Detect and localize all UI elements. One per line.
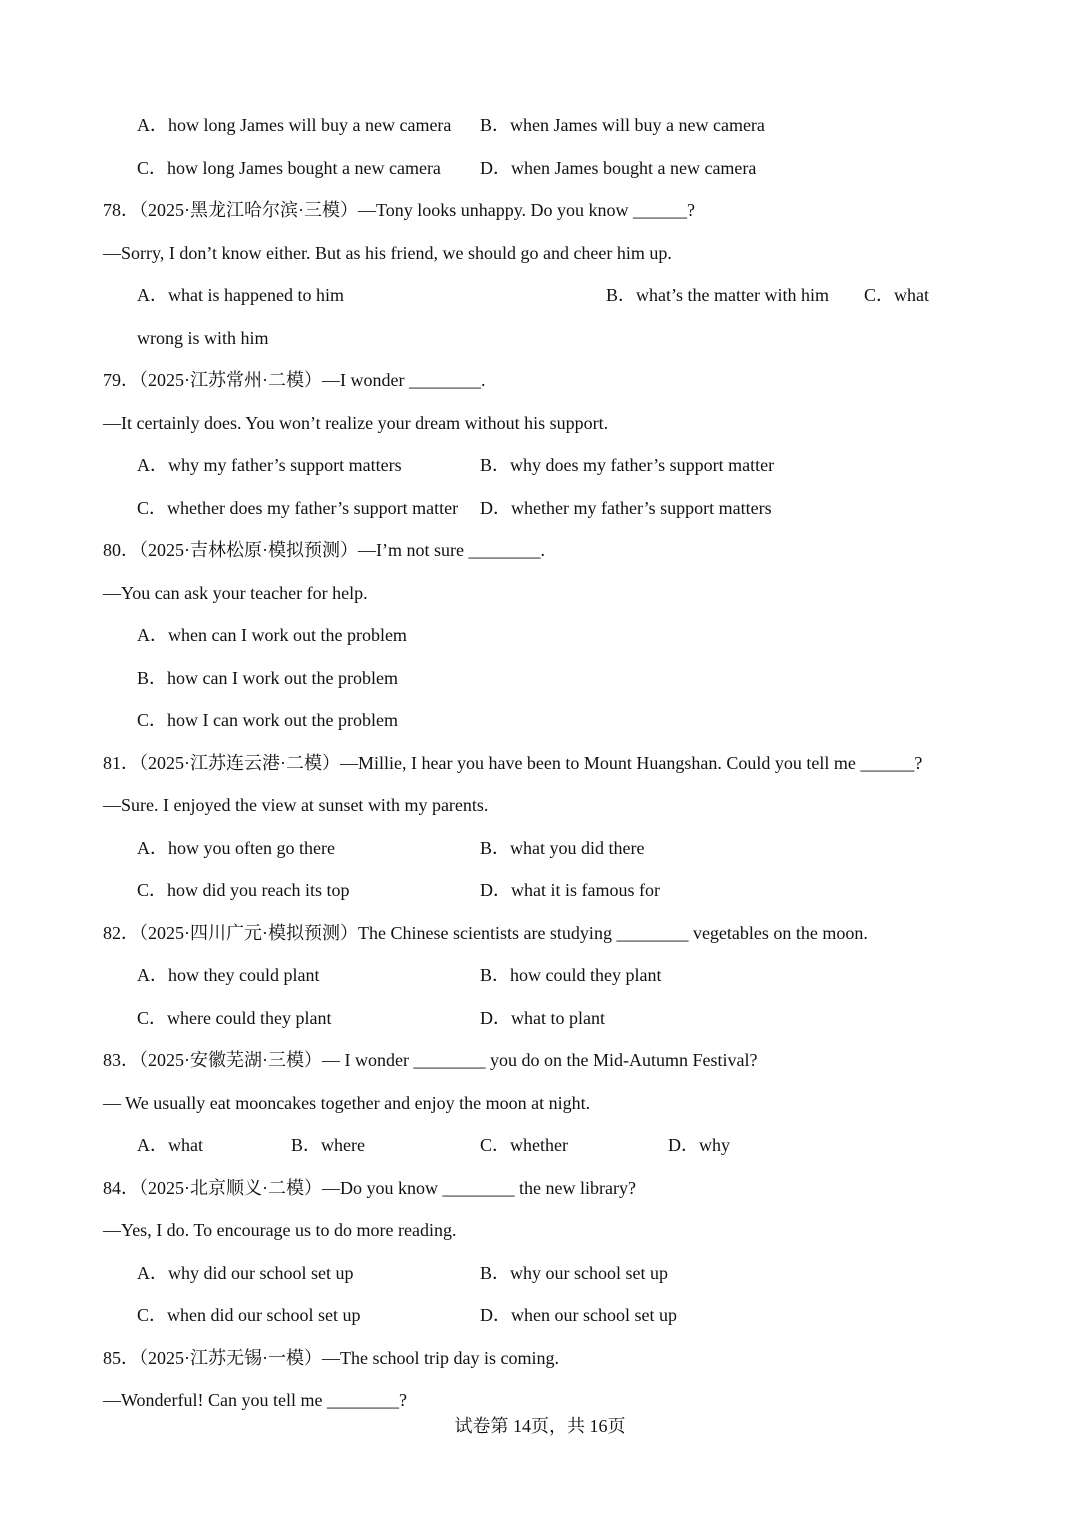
dialogue-85: —Wonderful! Can you tell me ________? [103, 1390, 407, 1410]
dialogue-84: —Yes, I do. To encourage us to do more reading. [103, 1220, 457, 1240]
option-78-a: A．what is happened to him [137, 285, 344, 305]
option-77-a: A．how long James will buy a new camera [137, 115, 452, 135]
option-78-b: B．what’s the matter with him [606, 285, 829, 305]
option-84-a: A．why did our school set up [137, 1263, 354, 1283]
option-79-d: D．whether my father’s support matters [480, 498, 772, 518]
option-79-c: C．whether does my father’s support matter [137, 498, 459, 518]
question-82: 82．（2025·四川广元·模拟预测）The Chinese scientists are studying ________ vegetables on the moon. [103, 923, 868, 943]
option-81-b: B．what you did there [480, 838, 645, 858]
dialogue-79: —It certainly does. You won’t realize your dream without his support. [103, 413, 609, 433]
option-79-a: A．why my father’s support matters [137, 455, 402, 475]
option-83-c: C．whether [480, 1135, 568, 1155]
option-79-b: B．why does my father’s support matter [480, 455, 775, 475]
option-81-a: A．how you often go there [137, 838, 335, 858]
option-80-c: C．how I can work out the problem [137, 710, 398, 730]
option-82-c: C．where could they plant [137, 1008, 332, 1028]
option-84-b: B．why our school set up [480, 1263, 668, 1283]
option-82-b: B．how could they plant [480, 965, 662, 985]
question-79: 79．（2025·江苏常州·二模）—I wonder ________. [103, 370, 486, 390]
question-81: 81．（2025·江苏连云港·二模）—Millie, I hear you have been to Mount Huangshan. Could you tell me ______? [103, 753, 923, 773]
option-83-a: A．what [137, 1135, 203, 1155]
question-83: 83．（2025·安徽芜湖·三模）— I wonder ________ you do on the Mid-Autumn Festival? [103, 1050, 758, 1070]
option-77-c: C．how long James bought a new camera [137, 158, 441, 178]
option-81-c: C．how did you reach its top [137, 880, 350, 900]
option-78-c-continued: wrong is with him [137, 328, 269, 348]
dialogue-78: —Sorry, I don’t know either. But as his friend, we should go and cheer him up. [103, 243, 672, 263]
option-80-b: B．how can I work out the problem [137, 668, 398, 688]
dialogue-83: — We usually eat mooncakes together and enjoy the moon at night. [103, 1093, 591, 1113]
option-81-d: D．what it is famous for [480, 880, 660, 900]
dialogue-81: —Sure. I enjoyed the view at sunset with my parents. [103, 795, 489, 815]
option-84-c: C．when did our school set up [137, 1305, 361, 1325]
dialogue-80: —You can ask your teacher for help. [103, 583, 368, 603]
question-80: 80．（2025·吉林松原·模拟预测）—I’m not sure ________. [103, 540, 545, 560]
question-78: 78．（2025·黑龙江哈尔滨·三模）—Tony looks unhappy. Do you know ______? [103, 200, 696, 220]
option-82-a: A．how they could plant [137, 965, 320, 985]
question-85: 85．（2025·江苏无锡·一模）—The school trip day is coming. [103, 1348, 559, 1368]
option-78-c: C．what [864, 285, 929, 305]
option-83-d: D．why [668, 1135, 730, 1155]
question-84: 84．（2025·北京顺义·二模）—Do you know ________ the new library? [103, 1178, 636, 1198]
option-84-d: D．when our school set up [480, 1305, 677, 1325]
option-77-b: B．when James will buy a new camera [480, 115, 765, 135]
option-80-a: A．when can I work out the problem [137, 625, 407, 645]
option-83-b: B．where [291, 1135, 365, 1155]
option-77-d: D．when James bought a new camera [480, 158, 757, 178]
page-footer: 试卷第 14页，共 16页 [454, 1416, 626, 1436]
option-82-d: D．what to plant [480, 1008, 605, 1028]
